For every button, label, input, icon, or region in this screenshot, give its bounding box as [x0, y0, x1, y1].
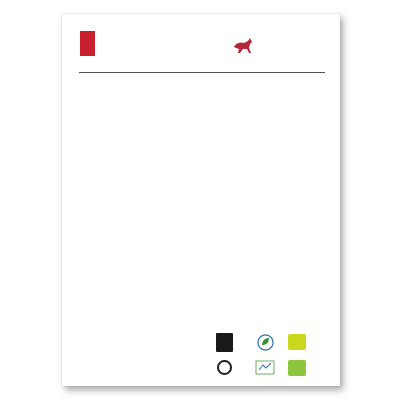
certified-seal-icon	[217, 360, 232, 375]
eco-leaf-badge-icon	[288, 334, 306, 350]
score-badge-icon	[255, 360, 275, 375]
floorscore-badge-icon	[257, 334, 274, 351]
brand-logo	[232, 30, 324, 58]
greyhound-icon	[232, 34, 254, 56]
two-g-lock-badge	[216, 333, 233, 352]
indoor-air-quality-badge	[288, 360, 306, 376]
brand-color-tab	[80, 31, 95, 56]
spec-table	[79, 66, 325, 73]
column-header	[79, 66, 153, 72]
column-header	[222, 66, 325, 72]
data-sheet-page	[62, 14, 340, 386]
column-header	[153, 66, 222, 72]
spec-table-header	[79, 66, 325, 72]
